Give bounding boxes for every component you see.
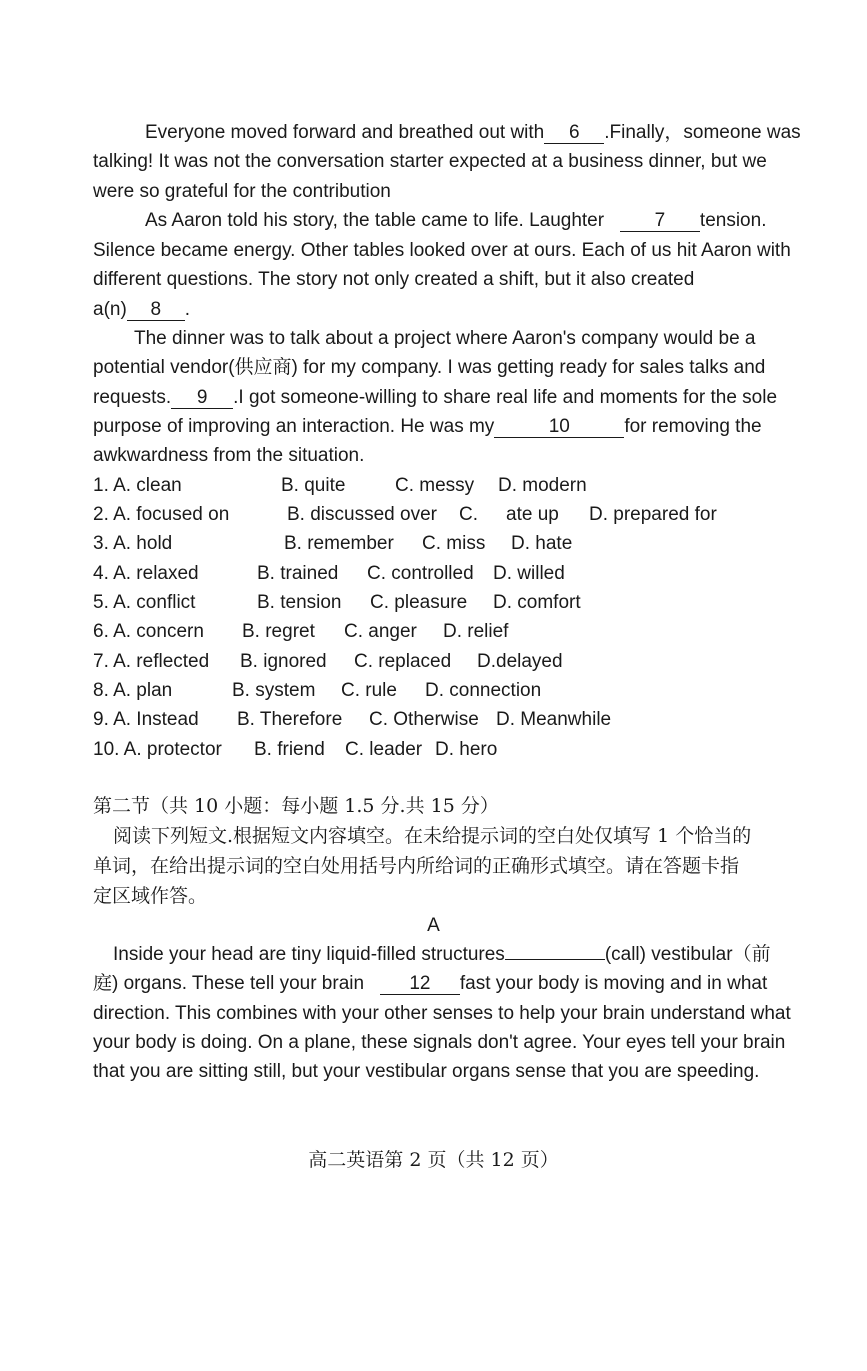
passage-text: .Finally，someone was [604,122,801,143]
passage-line: that you are sitting still, but your vestibular organs sense that you are speeding. [93,1061,760,1082]
option-b: B. quite [281,475,346,496]
passage-text: As Aaron told his story, the table came to life. Laughter [145,210,605,231]
option-a: 8. A. plan [93,680,173,701]
option-b: B. remember [284,533,394,554]
passage-line [93,386,777,410]
option-c: C. Otherwise [369,709,479,730]
option-a: 4. A. relaxed [93,563,199,584]
option-c-text: ate up [506,504,559,525]
blank-9: 9 [171,388,233,409]
passage-text: purpose of improving an interaction. He was my [93,416,495,437]
passage-line: were so grateful for the contribution [93,181,391,202]
passage-line: your body is doing. On a plane, these signals don't agree. Your eyes tell your brain [93,1032,786,1053]
instruction-line: 阅读下列短文.根据短文内容填空。在未给提示词的空白处仅填写 1 个恰当的 [113,825,752,847]
option-b: B. discussed over [287,504,437,525]
passage-line: The dinner was to talk about a project where Aaron's company would be a [134,328,756,349]
passage-line: potential vendor(供应商) for my company. I was getting ready for sales talks and [93,357,766,378]
passage-line [145,209,766,233]
blank-6: 6 [544,123,604,144]
passage-text: Everyone moved forward and breathed out with [145,122,545,143]
option-c: C. miss [422,533,486,554]
passage-text: (call) vestibular（前 [604,944,771,965]
passage-line: direction. This combines with your other senses to help your brain understand what [93,1003,791,1024]
option-b: B. system [232,680,316,701]
passage-line [93,972,767,996]
passage-text: tension. [699,210,767,231]
option-d: D. modern [498,475,587,496]
blank-11 [505,959,605,960]
option-d: D. comfort [493,592,581,613]
option-a: 10. A. protector [93,739,222,760]
option-d: D. relief [443,621,509,642]
option-b: B. trained [257,563,339,584]
passage-line [93,415,762,439]
option-b: B. Therefore [237,709,343,730]
page-footer: 高二英语第 2 页（共 12 页） [308,1149,559,1171]
section-heading: 第二节（共 10 小题：每小题 1.5 分.共 15 分） [93,795,499,817]
blank-12: 12 [380,974,460,995]
passage-text: .I got someone-willing to share real life and moments for the sole [233,387,778,408]
passage-text: 庭) organs. These tell your brain [93,973,365,994]
option-c: C. leader [345,739,423,760]
blank-10: 10 [494,417,624,438]
option-a: 1. A. clean [93,475,182,496]
option-a: 6. A. concern [93,621,204,642]
passage-text: Inside your head are tiny liquid-filled structures [113,944,505,965]
option-a: 7. A. reflected [93,651,210,672]
option-a: 3. A. hold [93,533,173,554]
passage-line [145,121,801,145]
option-c: C. [459,504,478,525]
passage-text: a(n) [93,299,127,320]
option-a: 9. A. Instead [93,709,199,730]
passage-line: talking! It was not the conversation starter expected at a business dinner, but we [93,151,767,172]
passage-line: Silence became energy. Other tables looked over at ours. Each of us hit Aaron with [93,240,791,261]
option-d: D. willed [493,563,565,584]
option-c: C. messy [395,475,475,496]
option-b: B. ignored [240,651,327,672]
option-d: D. prepared for [589,504,717,525]
option-d: D. Meanwhile [496,709,612,730]
passage-line: different questions. The story not only created a shift, but it also created [93,269,695,290]
option-d: D. hero [435,739,498,760]
passage-line [113,943,771,967]
option-b: B. tension [257,592,342,613]
instruction-line: 定区域作答。 [93,885,208,907]
option-b: B. regret [242,621,315,642]
option-d: D.delayed [477,651,563,672]
blank-8: 8 [127,300,185,321]
passage-line: awkwardness from the situation. [93,445,365,466]
option-c: C. replaced [354,651,452,672]
option-d: D. connection [425,680,542,701]
passage-text: fast your body is moving and in what [459,973,768,994]
passage-text: requests. [93,387,172,408]
passage-line [93,298,190,322]
passage-letter: A [427,915,440,936]
blank-7: 7 [620,211,700,232]
instruction-line: 单词，在给出提示词的空白处用括号内所给词的正确形式填空。请在答题卡指 [93,855,740,877]
option-a: 2. A. focused on [93,504,230,525]
option-c: C. rule [341,680,397,701]
passage-text: for removing the [624,416,762,437]
passage-text: . [184,299,191,320]
option-d: D. hate [511,533,573,554]
option-b: B. friend [254,739,325,760]
option-a: 5. A. conflict [93,592,196,613]
option-c: C. anger [344,621,417,642]
option-c: C. pleasure [370,592,468,613]
option-c: C. controlled [367,563,474,584]
